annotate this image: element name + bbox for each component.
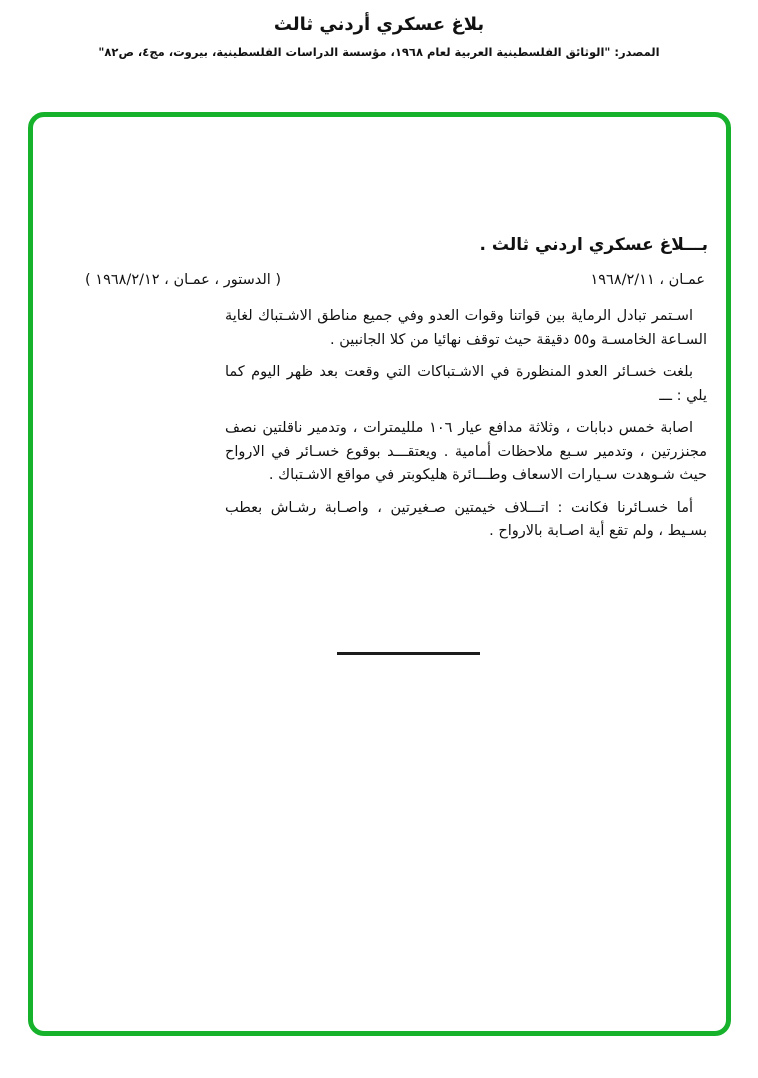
communique-title: بـــلاغ عسكري اردني ثالث . bbox=[479, 235, 708, 255]
page-header bbox=[0, 14, 758, 59]
document-frame bbox=[28, 112, 731, 1036]
document-paragraph: اسـتمر تبادل الرماية بين قواتنا وقوات العدو وفي جميع مناطق الاشـتباك لغاية السـاعة الخامسـة و٥٥ دقيقة حيث توقف نهائيا من كلا الجانبين . bbox=[225, 308, 707, 348]
document-paragraph: اصابة خمس دبابات ، وثلاثة مدافع عيار ١٠٦ ملليمترات ، وتدمير ناقلتين نصف مجنزرتين ، وتدمير سـبع ملاحظات أمامية . ويعتقـــد بوقوع خسـائر في الارواح حيث شـوهدت سـيارات الاسعاف وطـــائرة هليكوبتر في مواقع الاشـتباك . bbox=[225, 420, 707, 483]
communique-body bbox=[225, 305, 707, 553]
dateline-newspaper: ( الدستور ، عمـان ، ١٩٦٨/٢/١٢ ) bbox=[85, 272, 282, 288]
document-paragraph: أما خسـائرنا فكانت : اتـــلاف خيمتين صـغيرتين ، واصـابة رشـاش بعطب بسـيط ، ولم تقع أية اصـابة بالارواح . bbox=[225, 499, 707, 539]
document-paragraph: بلغت خسـائر العدو المنظورة في الاشـتباكات التي وقعت بعد ظهر اليوم كما يلي : ـــ bbox=[225, 364, 707, 404]
dateline-amman: عمـان ، ١٩٦٨/٢/١١ bbox=[590, 272, 705, 288]
page-title: بلاغ عسكري أردني ثالث bbox=[273, 14, 485, 35]
source-citation-line: المصدر: "الوثائق الفلسطينية العربية لعام ١٩٦٨، مؤسسة الدراسات الفلسطينية، بيروت، مج٤، ص٨٢" bbox=[98, 45, 660, 59]
end-divider bbox=[337, 652, 480, 655]
